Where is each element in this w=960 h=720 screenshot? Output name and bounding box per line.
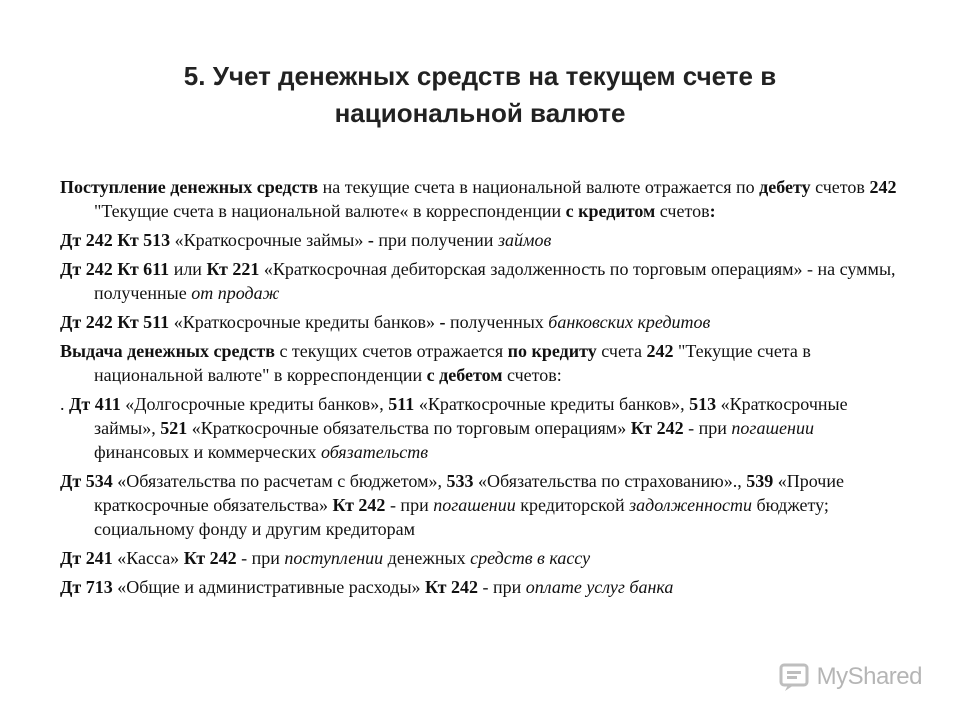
watermark-text: MyShared	[816, 663, 922, 690]
text-run: поступлении	[284, 548, 384, 568]
paragraph-2	[60, 228, 900, 252]
text-run: с кредитом	[565, 201, 656, 221]
text-run: 511	[388, 394, 415, 414]
text-run: или	[169, 259, 207, 279]
text-run: счета	[596, 341, 647, 361]
text-run: погашении	[433, 495, 516, 515]
paragraph-9	[60, 575, 900, 599]
text-run: 513	[689, 394, 717, 414]
text-run: «Краткосрочные займы»	[170, 230, 368, 250]
text-run: «Прочие краткосрочные обязательства»	[94, 471, 844, 515]
text-run: 242	[869, 177, 897, 197]
text-run: Дт 242 Кт 611	[60, 259, 170, 279]
text-run: - при	[478, 577, 526, 597]
text-run: 533	[446, 471, 474, 491]
text-run: полученных	[445, 312, 549, 332]
text-run: при получении	[373, 230, 498, 250]
text-run: -	[367, 230, 374, 250]
text-run: Дт 713	[60, 577, 113, 597]
text-run: Кт 221	[206, 259, 260, 279]
text-run: счетов:	[502, 365, 562, 385]
text-run: - при	[683, 418, 732, 438]
text-run: задолженности	[629, 495, 752, 515]
paragraph-4	[60, 310, 900, 334]
text-run: 242	[646, 341, 674, 361]
slide-body	[60, 175, 900, 604]
text-run: «Краткосрочная дебиторская задолженность по торговым операциям» - на суммы, полученные	[94, 259, 896, 303]
text-run: -	[439, 312, 446, 332]
myshared-watermark	[779, 662, 922, 692]
text-run: «Краткосрочные кредиты банков»,	[414, 394, 690, 414]
paragraph-3	[60, 257, 900, 305]
text-run: Дт 534	[60, 471, 113, 491]
text-run: "Текущие счета в национальной валюте« в корреспонденции	[94, 201, 566, 221]
text-run: Дт 242 Кт 513	[60, 230, 171, 250]
text-run: счетов	[810, 177, 870, 197]
text-run: "Текущие счета в национальной валюте" в корреспонденции	[94, 341, 811, 385]
text-run: на текущие счета в национальной валюте отражается по	[318, 177, 760, 197]
paragraph-7	[60, 469, 900, 541]
text-run: «Обязательства по расчетам с бюджетом»,	[112, 471, 447, 491]
text-run: Кт 242	[332, 495, 386, 515]
text-run: от продаж	[191, 283, 280, 303]
text-run: Кт 242	[630, 418, 684, 438]
text-run: дебету	[759, 177, 811, 197]
text-run: «Долгосрочные кредиты банков»,	[120, 394, 389, 414]
text-run: с текущих счетов отражается	[274, 341, 508, 361]
text-run: денежных	[383, 548, 471, 568]
slide-title-line-1: 5. Учет денежных средств на текущем счете в	[183, 61, 777, 91]
myshared-logo-icon	[779, 662, 813, 692]
text-run: «Касса»	[112, 548, 184, 568]
text-run: Дт 411	[69, 394, 121, 414]
paragraph-1	[60, 175, 900, 223]
text-run: :	[709, 201, 716, 221]
text-run: «Обязательства по страхованию».,	[473, 471, 747, 491]
text-run: оплате услуг банка	[525, 577, 674, 597]
text-run: финансовых и коммерческих	[94, 442, 321, 462]
text-run: .	[60, 394, 69, 414]
text-run: «Краткосрочные кредиты банков»	[169, 312, 440, 332]
text-run: 521	[160, 418, 188, 438]
text-run: «Краткосрочные обязательства по торговым операциям»	[187, 418, 631, 438]
text-run: - при	[385, 495, 434, 515]
text-run: Кт 242	[425, 577, 478, 597]
paragraph-5	[60, 339, 900, 387]
text-run: 539	[746, 471, 774, 491]
text-run: с дебетом	[426, 365, 503, 385]
text-run: Поступление денежных средств	[60, 177, 319, 197]
text-run: Выдача денежных средств	[60, 341, 275, 361]
text-run: - при	[236, 548, 285, 568]
text-run: «Общие и административные расходы»	[112, 577, 426, 597]
paragraph-8	[60, 546, 900, 570]
text-run: погашении	[731, 418, 814, 438]
text-run: по кредиту	[507, 341, 597, 361]
text-run: обязательств	[320, 442, 429, 462]
text-run: займов	[497, 230, 552, 250]
text-run: Дт 241	[60, 548, 113, 568]
text-run: банковских кредитов	[548, 312, 711, 332]
text-run: Кт 242	[183, 548, 237, 568]
text-run: счетов	[655, 201, 710, 221]
text-run: средств в кассу	[470, 548, 591, 568]
text-run: бюджету; социальному фонду и другим кредиторам	[94, 495, 829, 539]
slide-title-line-2: национальной валюте	[334, 98, 626, 128]
text-run: «Краткосрочные займы»,	[94, 394, 848, 438]
text-run: кредиторской	[515, 495, 630, 515]
slide-title	[60, 58, 900, 132]
text-run: Дт 242 Кт 511	[60, 312, 170, 332]
paragraph-6	[60, 392, 900, 464]
